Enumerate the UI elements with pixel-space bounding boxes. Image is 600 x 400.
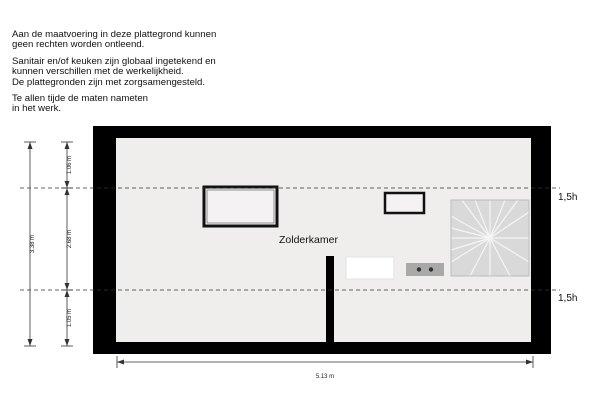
dimension-width: 5.13 m [315,374,335,380]
boiler [406,263,444,276]
disclaimer-paragraph-1: Aan de maatvoering in deze plattegrond kunnen geen rechten worden ontleend. [12,29,217,51]
disclaimer-paragraph-3: Te allen tijde de maten nameten in het werk. [12,93,148,115]
dimension-segment-bottom: 1.05 m [67,308,73,328]
dimension-total-height: 3.38 m [30,234,36,254]
room-label: Zolderkamer [279,234,338,246]
height-label-lower: 1,5h [558,293,578,304]
partition-wall [326,256,334,342]
height-label-upper: 1,5h [558,192,578,203]
staircase [451,200,529,276]
dimension-segment-top: 1.06 m [67,155,73,175]
skylight-small [385,193,424,213]
dimension-segment-middle: 2.68 m [67,229,73,249]
washing-machine-outline [346,257,394,279]
skylight-large [204,187,277,226]
disclaimer-paragraph-2: Sanitair en/of keuken zijn globaal ingetekend en kunnen verschillen met de werkelijkheid. De plattegronden zijn met zorgsamengesteld. [12,55,216,88]
horizontal-dimension-line [117,356,533,368]
